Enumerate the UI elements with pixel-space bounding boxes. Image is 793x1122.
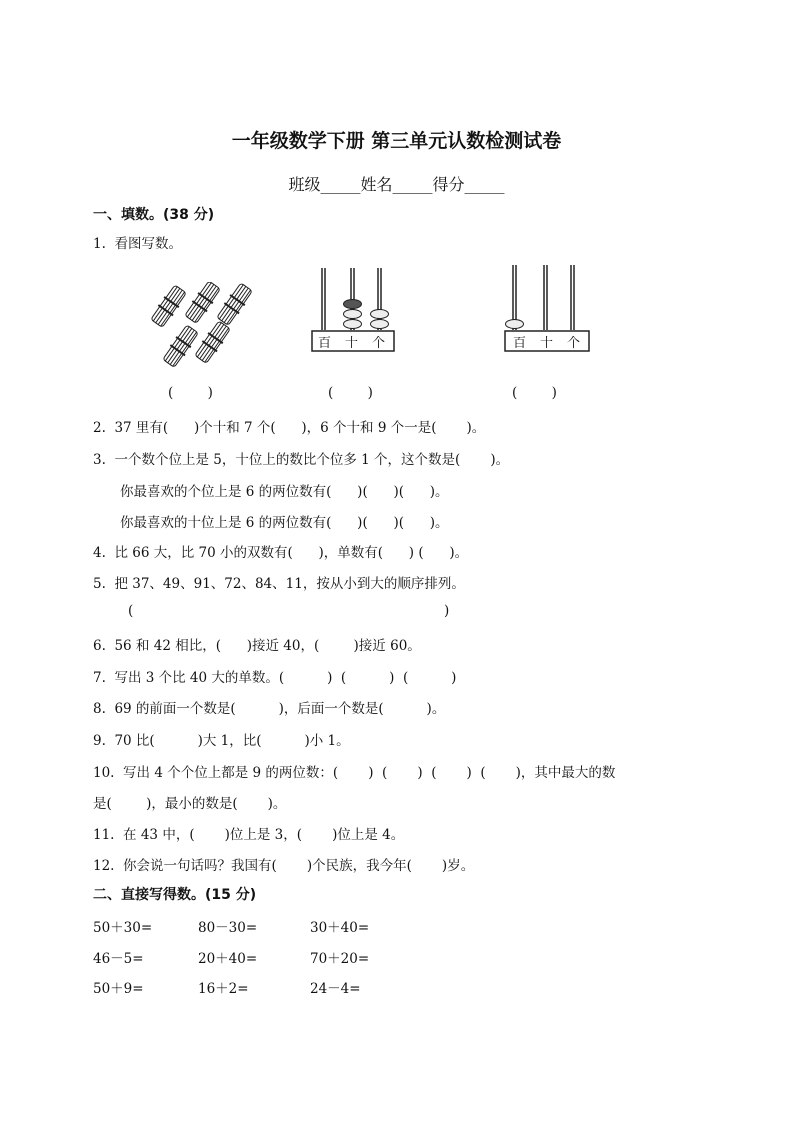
calc-item: 70＋20=	[310, 951, 370, 967]
question-12: 12. 你会说一句话吗？我国有( )个民族，我今年( )岁。	[93, 858, 475, 874]
question-1: 1. 看图写数。	[93, 236, 182, 252]
calc-item: 20＋40=	[198, 951, 258, 967]
question-8: 8. 69 的前面一个数是( )，后面一个数是( )。	[93, 701, 446, 717]
stick-bundle-icon	[193, 320, 232, 365]
calc-item: 24－4=	[310, 981, 361, 997]
answer-close-paren: )	[444, 603, 450, 619]
stick-bundles-image	[140, 282, 260, 372]
abacus-label-ones: 个	[567, 336, 581, 351]
question-9: 9. 70 比( )大 1，比( )小 1。	[93, 733, 350, 749]
question-6: 6. 56 和 42 相比，( )接近 40，( )接近 60。	[93, 638, 421, 654]
section-1-heading: 一、填数。(38 分)	[93, 207, 215, 223]
stick-bundle-icon	[149, 284, 188, 329]
answer-blank-1b[interactable]: ( )	[328, 385, 373, 401]
abacus-image-2	[503, 263, 593, 355]
question-3: 3. 一个数个位上是 5，十位上的数比个位多 1 个，这个数是( )。	[93, 452, 510, 468]
stick-bundle-icon	[215, 282, 254, 327]
question-3-sub-1: 你最喜欢的个位上是 6 的两位数有( )( )( )。	[120, 484, 449, 500]
calc-item: 16＋2=	[198, 981, 249, 997]
question-5: 5. 把 37、49、91、72、84、11，按从小到大的顺序排列。	[93, 576, 465, 592]
answer-blank-1a[interactable]: ( )	[168, 385, 213, 401]
question-10-line-2: 是( )，最小的数是( )。	[93, 796, 287, 812]
question-2: 2. 37 里有( )个十和 7 个( )，6 个十和 9 个一是( )。	[93, 420, 486, 436]
calc-item: 46－5=	[93, 951, 144, 967]
stick-bundle-icon	[161, 324, 200, 369]
abacus-image-1	[310, 265, 396, 355]
answer-blank-1c[interactable]: ( )	[512, 385, 557, 401]
calc-item: 50＋30=	[93, 920, 153, 936]
abacus-label-tens: 十	[345, 336, 359, 351]
page-title: 一年级数学下册 第三单元认数检测试卷	[231, 130, 562, 152]
answer-open-paren: (	[128, 603, 134, 619]
abacus-label-hundreds: 百	[513, 336, 527, 351]
abacus-label-tens: 十	[540, 336, 554, 351]
calc-item: 30＋40=	[310, 920, 370, 936]
calc-item: 80－30=	[198, 920, 258, 936]
abacus-label-hundreds: 百	[318, 336, 332, 351]
stick-bundle-icon	[183, 282, 222, 325]
question-3-sub-2: 你最喜欢的十位上是 6 的两位数有( )( )( )。	[120, 515, 449, 531]
question-4: 4. 比 66 大，比 70 小的双数有( )，单数有( ) ( )。	[93, 545, 469, 561]
section-2-heading: 二、直接写得数。(15 分)	[93, 887, 257, 903]
question-7: 7. 写出 3 个比 40 大的单数。( ) ( ) ( )	[93, 670, 457, 686]
question-11: 11. 在 43 中，( )位上是 3，( )位上是 4。	[93, 827, 405, 843]
student-info-line: 班级_____姓名_____得分_____	[288, 175, 505, 194]
question-10-line-1: 10. 写出 4 个个位上都是 9 的两位数：( ) ( ) ( ) ( )，其中最大的数	[93, 765, 616, 781]
calc-item: 50＋9=	[93, 981, 144, 997]
abacus-label-ones: 个	[372, 336, 386, 351]
